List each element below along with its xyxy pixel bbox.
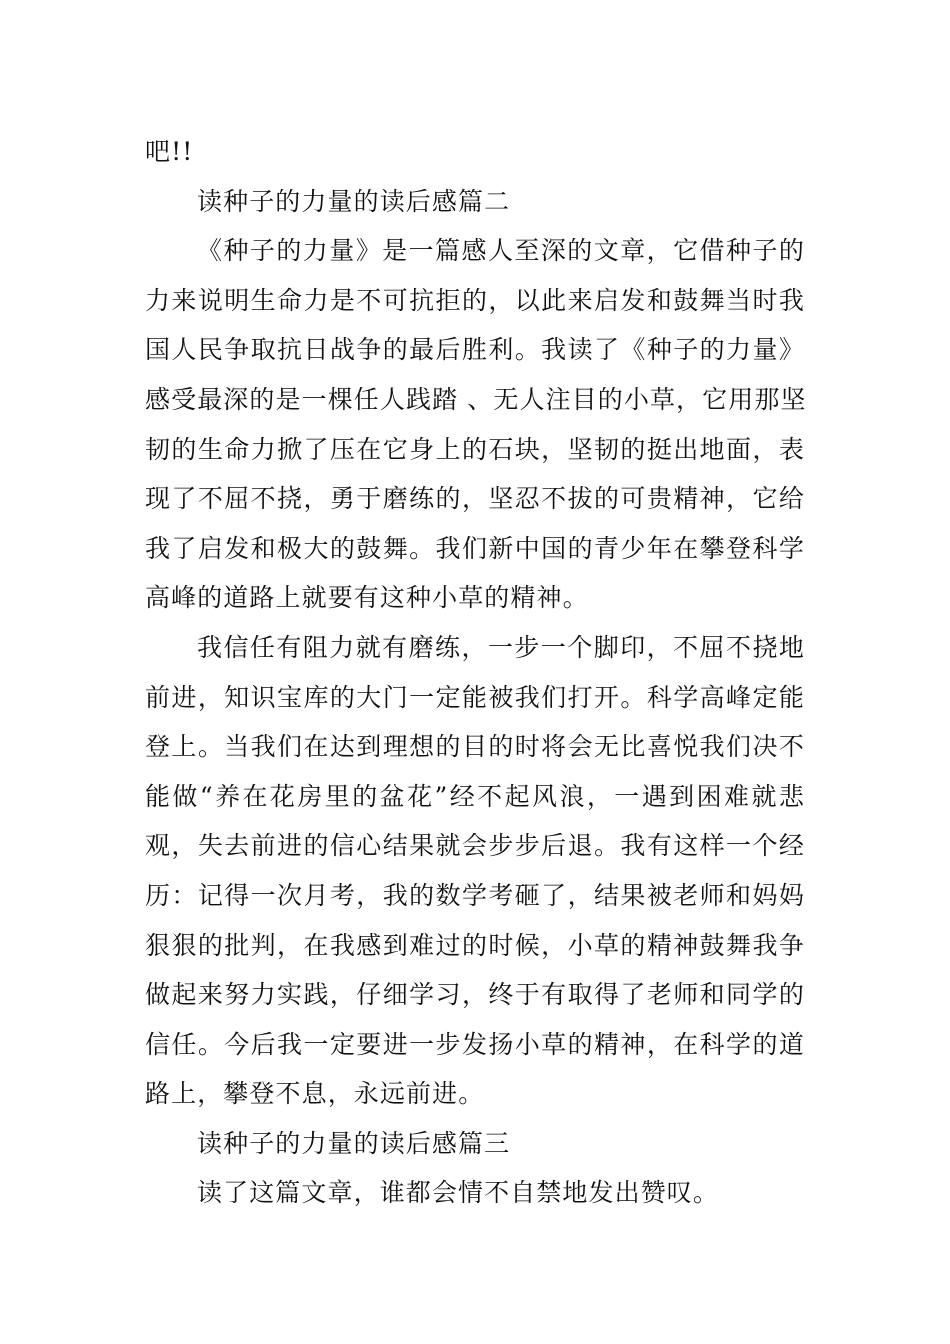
text-line: 做起来努力实践，仔细学习，终于有取得了老师和同学的 (145, 980, 805, 1010)
text-line: 读种子的力量的读后感篇二 (197, 186, 511, 216)
text-line: 感受最深的是一棵任人践踏 、无人注目的小草，它用那坚 (145, 384, 807, 414)
text-line: 路上，攀登不息，永远前进。 (145, 1079, 485, 1109)
text-line: 能做“养在花房里的盆花”经不起风浪，一遇到困难就悲 (145, 781, 805, 811)
document-text (145, 127, 805, 1218)
text-line: 力来说明生命力是不可抗拒的，以此来启发和鼓舞当时我 (145, 285, 805, 315)
text-line: 韧的生命力掀了压在它身上的石块，坚韧的挺出地面，表 (145, 434, 805, 464)
text-line: 观，失去前进的信心结果就会步步后退。我有这样一个经 (145, 831, 805, 861)
text-line: 前进，知识宝库的大门一定能被我们打开。科学高峰定能 (145, 682, 805, 712)
text-line: 我信任有阻力就有磨练，一步一个脚印，不屈不挠地 (197, 632, 805, 662)
text-line: 吧!! (145, 137, 194, 166)
text-line: 《种子的力量》是一篇感人至深的文章，它借种子的 (197, 236, 805, 266)
text-line: 历：记得一次月考，我的数学考砸了，结果被老师和妈妈 (145, 880, 805, 910)
text-line: 登上。当我们在达到理想的目的时将会无比喜悦我们决不 (145, 732, 805, 762)
text-line: 国人民争取抗日战争的最后胜利。我读了《种子的力量》 (145, 335, 805, 365)
text-line: 高峰的道路上就要有这种小草的精神。 (145, 583, 589, 613)
text-line: 读种子的力量的读后感篇三 (197, 1128, 511, 1158)
text-line: 信任。今后我一定要进一步发扬小草的精神，在科学的道 (145, 1029, 805, 1059)
text-line: 读了这篇文章，谁都会情不自禁地发出赞叹。 (197, 1178, 720, 1208)
text-line: 现了不屈不挠，勇于磨练的，坚忍不拔的可贵精神，它给 (145, 484, 805, 514)
text-line: 狠狠的批判，在我感到难过的时候，小草的精神鼓舞我争 (145, 930, 805, 960)
text-line: 我了启发和极大的鼓舞。我们新中国的青少年在攀登科学 (145, 533, 805, 563)
